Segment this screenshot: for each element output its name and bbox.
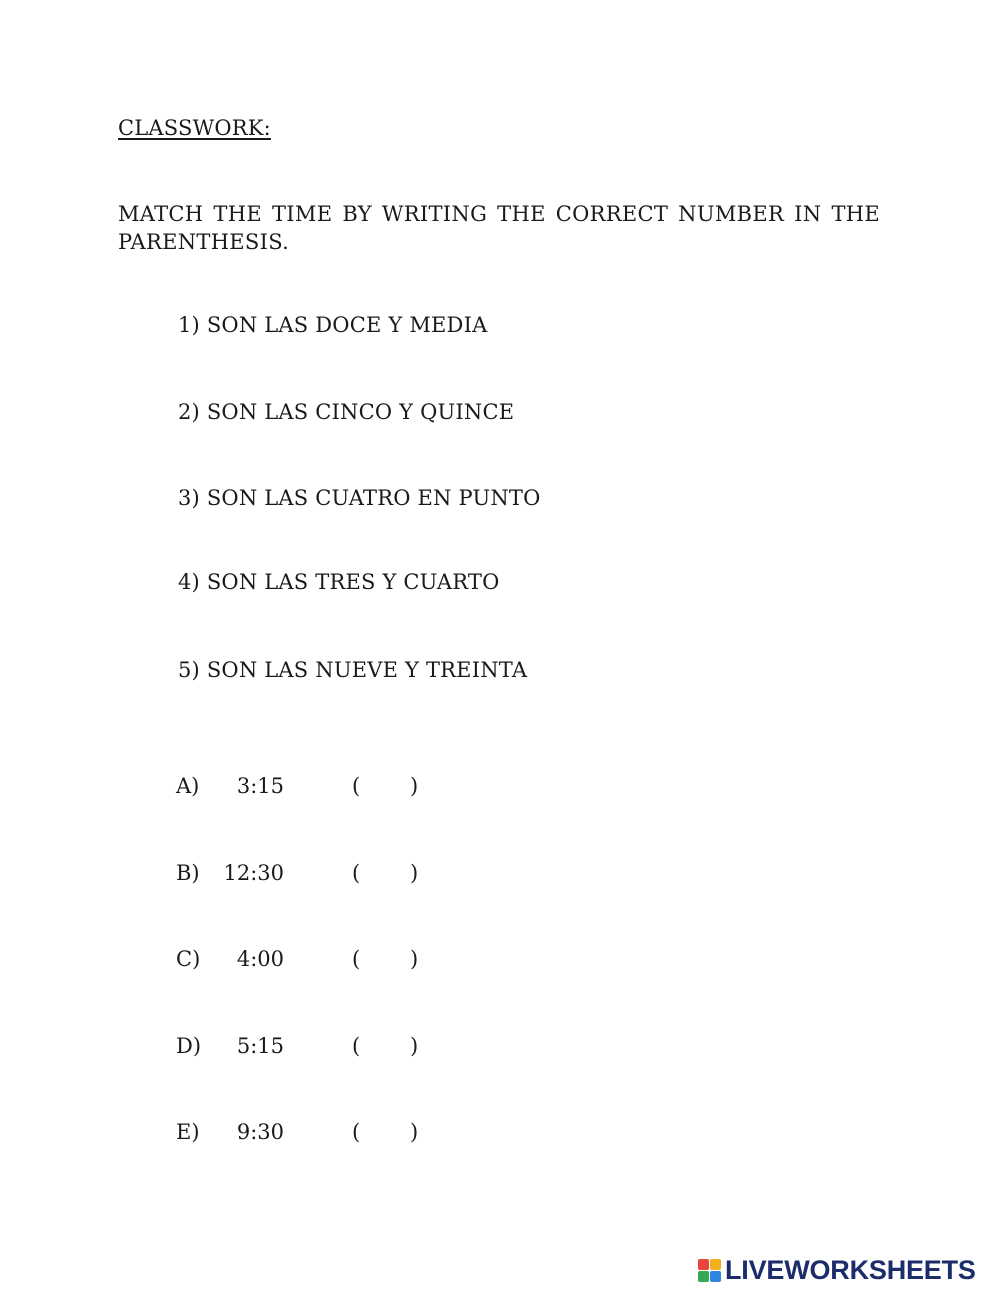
answer-letter: B) xyxy=(176,861,200,885)
answer-letter: C) xyxy=(176,947,201,971)
paren-open: ( xyxy=(352,774,361,798)
answer-letter: E) xyxy=(176,1120,200,1144)
answer-letter: A) xyxy=(176,774,200,798)
statement-3: 3) SON LAS CUATRO EN PUNTO xyxy=(178,486,541,510)
statement-5: 5) SON LAS NUEVE Y TREINTA xyxy=(178,658,528,682)
logo-mark-cell xyxy=(698,1271,709,1282)
paren-open: ( xyxy=(352,1120,361,1144)
paren-close: ) xyxy=(410,947,419,971)
statement-4: 4) SON LAS TRES Y CUARTO xyxy=(178,570,500,594)
answer-time: 3:15 xyxy=(236,774,284,798)
paren-close: ) xyxy=(410,1120,419,1144)
answer-time: 9:30 xyxy=(236,1120,284,1144)
answer-input-c[interactable] xyxy=(365,948,407,974)
logo-mark-cell xyxy=(698,1259,709,1270)
statement-2: 2) SON LAS CINCO Y QUINCE xyxy=(178,400,515,424)
liveworksheets-logo xyxy=(698,1255,976,1285)
answer-input-b[interactable] xyxy=(365,862,407,888)
instructions-text: MATCH THE TIME BY WRITING THE CORRECT NUMBER IN THE PARENTHESIS. xyxy=(118,202,880,254)
answer-time: 12:30 xyxy=(223,861,284,885)
answer-time: 4:00 xyxy=(236,947,284,971)
answer-input-e[interactable] xyxy=(365,1121,407,1147)
logo-mark-cell xyxy=(710,1259,721,1270)
liveworksheets-logo-icon xyxy=(698,1259,721,1282)
logo-mark-cell xyxy=(710,1271,721,1282)
paren-close: ) xyxy=(410,1034,419,1058)
paren-open: ( xyxy=(352,861,361,885)
paren-close: ) xyxy=(410,774,419,798)
answer-input-a[interactable] xyxy=(365,775,407,801)
paren-close: ) xyxy=(410,861,419,885)
answer-letter: D) xyxy=(176,1034,202,1058)
page-title: CLASSWORK: xyxy=(118,116,271,140)
paren-open: ( xyxy=(352,1034,361,1058)
answer-input-d[interactable] xyxy=(365,1035,407,1061)
statement-1: 1) SON LAS DOCE Y MEDIA xyxy=(178,313,488,337)
paren-open: ( xyxy=(352,947,361,971)
answer-time: 5:15 xyxy=(236,1034,284,1058)
logo-text: LIVEWORKSHEETS xyxy=(725,1254,976,1285)
